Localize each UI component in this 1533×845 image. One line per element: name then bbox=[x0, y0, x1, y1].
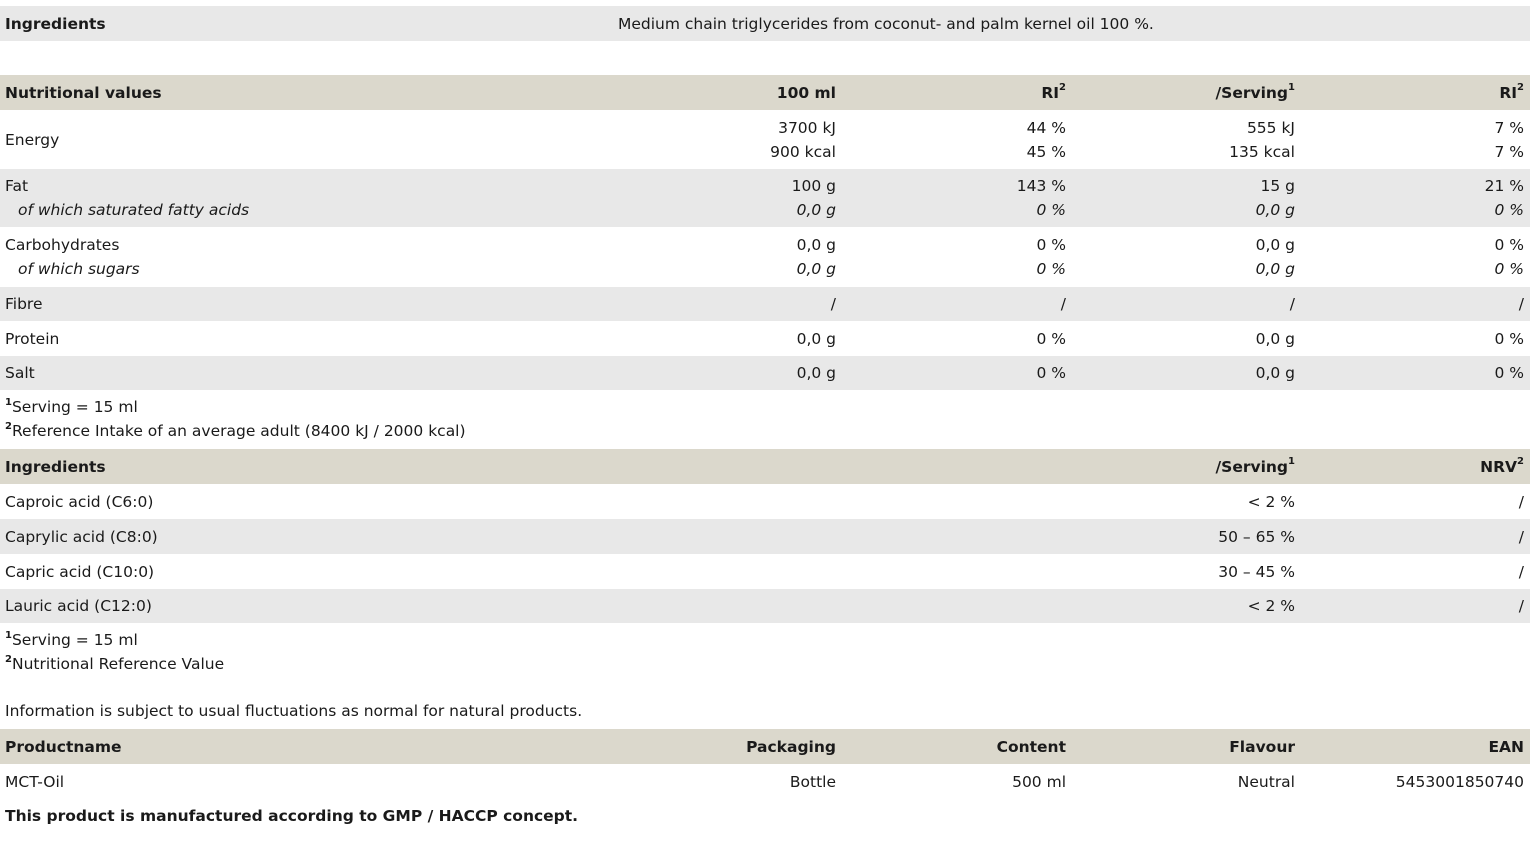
nutrition-row-fibre bbox=[0, 287, 1530, 321]
table-row bbox=[0, 764, 1530, 799]
product-content: 500 ml bbox=[1012, 772, 1066, 791]
carbs-ri bbox=[1036, 227, 1066, 287]
salt-100ml: 0,0 g bbox=[796, 364, 836, 382]
fat-ri-serving bbox=[1485, 169, 1524, 227]
value: 0,0 g bbox=[796, 236, 836, 254]
fibre-ri: / bbox=[1060, 295, 1066, 313]
sub-value: 0,0 g bbox=[796, 260, 836, 278]
spacer bbox=[0, 676, 1530, 699]
nutrition-row-salt bbox=[0, 356, 1530, 390]
ingredients-footnotes bbox=[0, 623, 1530, 676]
energy-ri-serving-kj: 7 % bbox=[1494, 118, 1524, 137]
salt-ri-serving: 0 % bbox=[1494, 364, 1524, 382]
energy-serving-kcal: 135 kcal bbox=[1229, 142, 1295, 161]
product-header-content: Content bbox=[996, 737, 1066, 756]
table-row bbox=[0, 554, 1530, 589]
salt-serving: 0,0 g bbox=[1255, 364, 1295, 382]
sub-value: 0 % bbox=[1494, 201, 1524, 219]
ingredients-header-name: Ingredients bbox=[5, 457, 106, 476]
spacer bbox=[0, 41, 1530, 75]
product-packaging: Bottle bbox=[789, 772, 836, 791]
ingredient-serving: < 2 % bbox=[1247, 597, 1295, 615]
row-label: Carbohydrates bbox=[5, 236, 120, 254]
row-label: Energy bbox=[5, 130, 60, 149]
carbs-ri-serving bbox=[1494, 227, 1524, 287]
footnote: $^2$Reference Intake of an average adult (8400 kJ / 2000 kcal) bbox=[5, 420, 466, 440]
nutrition-header-row bbox=[0, 75, 1530, 110]
row-label: Salt bbox=[5, 364, 35, 382]
value: 0 % bbox=[1494, 236, 1524, 254]
fat-serving bbox=[1256, 169, 1295, 227]
carbs-100ml bbox=[797, 227, 836, 287]
ingredient-serving: 30 – 45 % bbox=[1218, 562, 1295, 581]
table-row bbox=[0, 519, 1530, 554]
fibre-100ml: / bbox=[830, 295, 836, 313]
ingredients-header-row bbox=[0, 449, 1530, 484]
nutrition-row-protein bbox=[0, 321, 1530, 356]
row-label: Protein bbox=[5, 329, 60, 348]
product-header-packaging: Packaging bbox=[746, 737, 836, 756]
fibre-ri-serving: / bbox=[1518, 295, 1524, 313]
sub-value: 0,0 g bbox=[1255, 260, 1295, 278]
ingredient-nrv: / bbox=[1518, 527, 1524, 546]
protein-serving: 0,0 g bbox=[1255, 329, 1295, 348]
nutrition-header-name: Nutritional values bbox=[5, 83, 162, 102]
salt-ri: 0 % bbox=[1036, 364, 1066, 382]
energy-ri-kcal: 45 % bbox=[1026, 142, 1066, 161]
table-row bbox=[0, 589, 1530, 623]
sub-row-label: of which sugars bbox=[18, 260, 140, 278]
sub-value: 0 % bbox=[1036, 201, 1066, 219]
ingredients-header-serving: /Serving$^1$ bbox=[1215, 456, 1295, 476]
nutrition-header-ri-serving: $RI^2$ bbox=[1499, 82, 1524, 102]
ingredients-summary-row bbox=[0, 6, 1530, 41]
footnote: $^1$Serving = 15 ml bbox=[5, 629, 138, 649]
fibre-serving: / bbox=[1289, 295, 1295, 313]
energy-serving bbox=[1229, 110, 1295, 169]
info-text: Information is subject to usual fluctuations as normal for natural products. bbox=[5, 702, 583, 720]
footnote: $^1$Serving = 15 ml bbox=[5, 396, 138, 416]
nutrition-row-fat bbox=[0, 169, 1530, 227]
energy-serving-kj: 555 kJ bbox=[1246, 118, 1295, 137]
energy-ri-serving bbox=[1494, 110, 1524, 169]
row-label: Fibre bbox=[5, 295, 43, 313]
row-label: Fat bbox=[5, 177, 29, 195]
carbs-serving bbox=[1256, 227, 1295, 287]
sub-value: 0 % bbox=[1494, 260, 1524, 278]
nutrition-row-carbohydrates bbox=[0, 227, 1530, 287]
table-row bbox=[0, 484, 1530, 519]
ingredient-nrv: / bbox=[1518, 597, 1524, 615]
product-info-page bbox=[0, 6, 1530, 833]
product-header-flavour: Flavour bbox=[1229, 737, 1295, 756]
carbs-labels bbox=[5, 227, 140, 287]
ingredient-serving: < 2 % bbox=[1247, 492, 1295, 511]
ingredient-nrv: / bbox=[1518, 492, 1524, 511]
value: 21 % bbox=[1484, 177, 1524, 195]
nutrition-header-serving: /Serving$^1$ bbox=[1215, 82, 1295, 102]
nutrition-header-ri: $RI^2$ bbox=[1041, 82, 1066, 102]
value: 100 g bbox=[791, 177, 836, 195]
fat-labels bbox=[5, 169, 249, 227]
fat-ri bbox=[1017, 169, 1066, 227]
product-header-name: Productname bbox=[5, 737, 122, 756]
ingredients-summary-text: Medium chain triglycerides from coconut- and palm kernel oil 100 %. bbox=[618, 14, 1154, 33]
protein-ri: 0 % bbox=[1036, 329, 1066, 348]
value: 0,0 g bbox=[1255, 236, 1295, 254]
energy-ri-kj: 44 % bbox=[1026, 118, 1066, 137]
protein-ri-serving: 0 % bbox=[1494, 329, 1524, 348]
ingredient-name: Caproic acid (C6:0) bbox=[5, 492, 154, 511]
nutrition-footnotes bbox=[0, 390, 1530, 449]
ingredient-name: Lauric acid (C12:0) bbox=[5, 597, 152, 615]
ingredient-serving: 50 – 65 % bbox=[1218, 527, 1295, 546]
value: 143 % bbox=[1016, 177, 1066, 195]
energy-ri bbox=[1027, 110, 1066, 169]
footnote: $^2$Nutritional Reference Value bbox=[5, 653, 225, 673]
product-header-row bbox=[0, 729, 1530, 764]
value: 15 g bbox=[1260, 177, 1295, 195]
sub-row-label: of which saturated fatty acids bbox=[18, 201, 250, 219]
fat-100ml bbox=[792, 169, 836, 227]
ingredient-nrv: / bbox=[1518, 562, 1524, 581]
nutrition-row-energy bbox=[0, 110, 1530, 169]
energy-ri-serving-kcal: 7 % bbox=[1494, 142, 1524, 161]
ingredient-name: Caprylic acid (C8:0) bbox=[5, 527, 158, 546]
energy-100ml bbox=[770, 110, 836, 169]
energy-kcal: 900 kcal bbox=[770, 142, 836, 161]
product-ean: 5453001850740 bbox=[1395, 772, 1524, 791]
gmp-statement: This product is manufactured according to GMP / HACCP concept. bbox=[5, 807, 579, 825]
sub-value: 0,0 g bbox=[796, 201, 836, 219]
nutrition-header-100ml: 100 ml bbox=[776, 83, 836, 102]
product-flavour: Neutral bbox=[1237, 772, 1295, 791]
product-name: MCT-Oil bbox=[5, 772, 65, 791]
sub-value: 0,0 g bbox=[1255, 201, 1295, 219]
protein-100ml: 0,0 g bbox=[796, 329, 836, 348]
ingredients-header-nrv: NRV$^2$ bbox=[1480, 456, 1524, 476]
ingredients-summary-label: Ingredients bbox=[5, 14, 106, 33]
value: 0 % bbox=[1036, 236, 1066, 254]
sub-value: 0 % bbox=[1036, 260, 1066, 278]
energy-kj: 3700 kJ bbox=[778, 118, 836, 137]
product-header-ean: EAN bbox=[1488, 737, 1524, 756]
ingredient-name: Capric acid (C10:0) bbox=[5, 562, 155, 581]
